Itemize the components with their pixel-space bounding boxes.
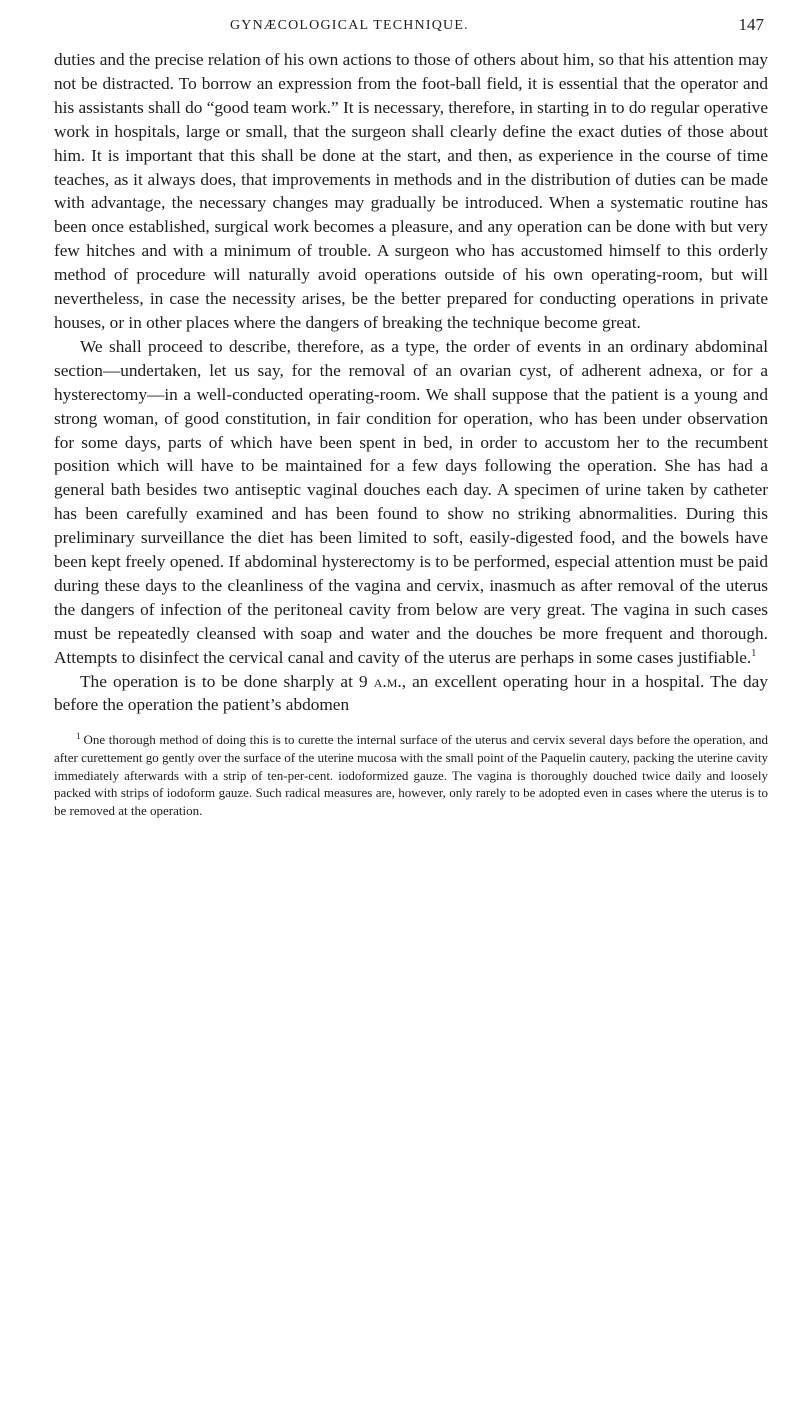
body-text: [54, 48, 768, 717]
footnotes: [54, 731, 768, 819]
running-title: GYNÆCOLOGICAL TECHNIQUE.: [230, 18, 469, 33]
footnote-marker: 1: [76, 731, 81, 742]
paragraph-1: duties and the precise relation of his own actions to those of others about him, so that his attention may not be distracted. To borrow an expression from the foot-ball field, it is essential that the operator and his assistants shall do “good team work.” It is necessary, therefore, in starting in to do regular operative work in hospitals, large or small, that the surgeon shall clearly define the exact duties of those about him. It is important that this shall be done at the start, and then, as experience in the course of time teaches, as it always does, that improvements in methods and in the distribution of duties can be made with advantage, the necessary changes may gradually be introduced. When a systematic routine has been once established, surgical work becomes a pleasure, and any operation can be done with but very few hitches and with a minimum of trouble. A surgeon who has accustomed himself to this orderly method of procedure will naturally avoid operations outside of his own operating-room, but will nevertheless, in case the necessity arises, be the better prepared for conducting operations in private houses, or in other places where the dangers of breaking the technique become great.: [54, 50, 768, 332]
paragraph-2-text: We shall proceed to describe, therefore, as a type, the order of events in an ordinary abdominal section—undertaken, let us say, for the removal of an ovarian cyst, of adherent adnexa, or for a hysterectomy—in a well-conducted operating-room. We shall suppose that the patient is a young and strong woman, of good constitution, in fair condition for operation, who has been under observation for some days, parts of which have been spent in bed, in order to accustom her to the recumbent position which will have to be maintained for a few days following the operation. She has had a general bath besides two antiseptic vaginal douches each day. A specimen of urine taken by catheter has been carefully examined and has been found to show no striking abnormalities. During this preliminary surveillance the diet has been limited to soft, easily-digested food, and the bowels have been kept freely opened. If abdominal hysterectomy is to be performed, especial attention must be paid during these days to the cleanliness of the vagina and cervix, inasmuch as after removal of the uterus the dangers of infection of the peritoneal cavity from below are very great. The vagina in such cases must be repeatedly cleansed with soap and water and the douches be more frequent and thorough. Attempts to disinfect the cervical canal and cavity of the uterus are perhaps in some cases justifiable.: [54, 336, 768, 667]
paragraph-3: [54, 670, 768, 718]
paragraph-2: [54, 335, 768, 670]
page-number: 147: [738, 15, 764, 34]
book-page: [54, 10, 768, 819]
paragraph-3-text-end: , an excellent operating hour in a hospital. The day before the operation the patient’s abdomen: [54, 671, 768, 715]
footnote: [54, 731, 768, 819]
running-head: [54, 10, 768, 44]
paragraph-3-text-start: The operation is to be done sharply at 9: [80, 671, 374, 691]
time-abbreviation: a.m.: [373, 671, 402, 691]
footnote-text: One thorough method of doing this is to curette the internal surface of the uterus and cervix several days before the operation, and after curettement go gently over the surface of the uterine mucosa with the small point of the Paquelin cautery, packing the uterine cavity immediately afterwards with a strip of ten-per-cent. iodoformized gauze. The vagina is thoroughly douched twice daily and loosely packed with strips of iodoform gauze. Such radical measures are, however, only rarely to be adopted even in cases where the uterus is to be removed at the operation.: [54, 732, 768, 818]
footnote-reference: 1: [751, 647, 757, 659]
